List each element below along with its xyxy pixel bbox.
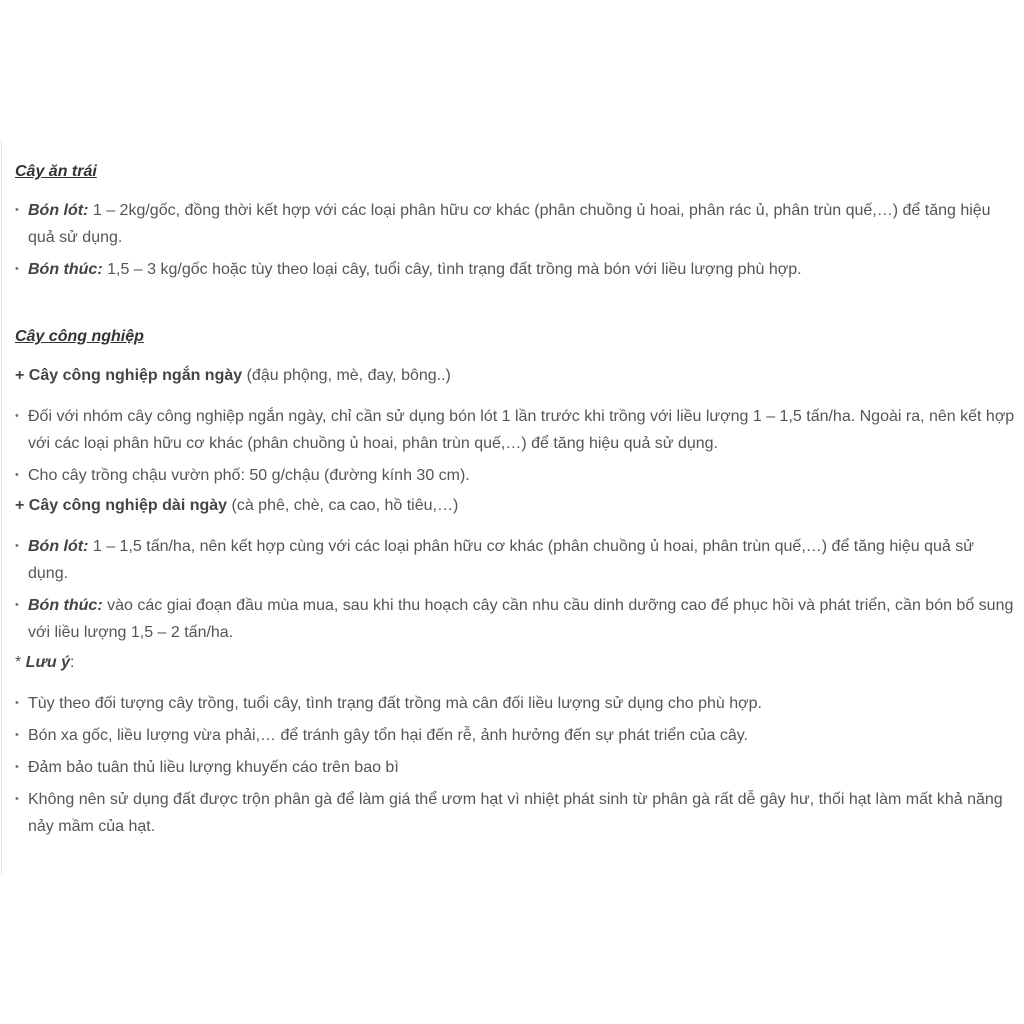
item-text: Bón xa gốc, liều lượng vừa phải,… để tránh gây tổn hại đến rễ, ảnh hưởng đến sự phát triển của cây. — [28, 727, 748, 744]
notes-heading-prefix: * — [15, 654, 26, 671]
list-item — [15, 690, 1015, 717]
list-item — [15, 197, 1015, 251]
item-text: Tùy theo đối tượng cây trồng, tuổi cây, tình trạng đất trồng mà cân đối liều lượng sử dụng cho phù hợp. — [28, 695, 762, 712]
notes-list — [15, 690, 1015, 840]
subheading-examples: (cà phê, chè, ca cao, hồ tiêu,…) — [227, 497, 459, 514]
item-text: Không nên sử dụng đất được trộn phân gà để làm giá thể ươm hạt vì nhiệt phát sinh từ phân gà rất dễ gây hư, thối hạt làm mất khả năng nảy mầm của hạt. — [28, 791, 1003, 835]
section-heading-fruit-trees: Cây ăn trái — [15, 163, 97, 180]
long-term-list — [15, 533, 1015, 646]
item-text: Cho cây trồng chậu vườn phố: 50 g/chậu (đường kính 30 cm). — [28, 467, 470, 484]
subheading-prefix: + — [15, 367, 29, 384]
item-text: 1 – 2kg/gốc, đồng thời kết hợp với các loại phân hữu cơ khác (phân chuồng ủ hoai, phân rác ủ, phân trùn quế,…) để tăng hiệu quả sử dụng. — [28, 202, 991, 246]
subheading-prefix: + — [15, 497, 29, 514]
list-item — [15, 403, 1015, 457]
item-text: 1,5 – 3 kg/gốc hoặc tùy theo loại cây, tuổi cây, tình trạng đất trồng mà bón với liều lượng phù hợp. — [102, 261, 802, 278]
term-label: Bón lót: — [28, 538, 89, 555]
article-content — [15, 161, 1015, 845]
term-label: Bón lót: — [28, 202, 89, 219]
item-text: Đảm bảo tuân thủ liều lượng khuyến cáo trên bao bì — [28, 759, 399, 776]
notes-heading — [15, 652, 1015, 674]
list-item — [15, 786, 1015, 840]
list-item — [15, 533, 1015, 587]
short-term-list — [15, 403, 1015, 489]
subheading-short-term — [15, 365, 1015, 387]
left-border-rule — [1, 140, 2, 875]
term-label: Bón thúc: — [28, 597, 103, 614]
section-heading-industrial: Cây công nghiệp — [15, 328, 144, 345]
list-item — [15, 462, 1015, 489]
notes-heading-suffix: : — [69, 654, 75, 671]
notes-heading-term: Lưu ý — [25, 654, 70, 671]
list-item — [15, 592, 1015, 646]
fruit-trees-list — [15, 197, 1015, 283]
term-label: Bón thúc: — [28, 261, 103, 278]
list-item — [15, 256, 1015, 283]
list-item — [15, 754, 1015, 781]
item-text: vào các giai đoạn đầu mùa mua, sau khi thu hoạch cây cần nhu cầu dinh dưỡng cao để phục hồi và phát triển, cần bón bổ sung với liều lượng 1,5 – 2 tấn/ha. — [28, 597, 1014, 641]
subheading-label: Cây công nghiệp dài ngày — [28, 497, 228, 514]
item-text: Đối với nhóm cây công nghiệp ngắn ngày, chỉ cần sử dụng bón lót 1 lần trước khi trồng với liều lượng 1 – 1,5 tấn/ha. Ngoài ra, nên kết hợp với các loại phân hữu cơ khác (phân chuồng ủ hoai, phân trùn quế,…) để tăng hiệu quả sử dụng. — [28, 408, 1015, 452]
subheading-label: Cây công nghiệp ngắn ngày — [28, 367, 243, 384]
subheading-long-term — [15, 495, 1015, 517]
item-text: 1 – 1,5 tấn/ha, nên kết hợp cùng với các loại phân hữu cơ khác (phân chuồng ủ hoai, phân trùn quế,…) để tăng hiệu quả sử dụng. — [28, 538, 974, 582]
list-item — [15, 722, 1015, 749]
subheading-examples: (đậu phộng, mè, đay, bông..) — [242, 367, 451, 384]
